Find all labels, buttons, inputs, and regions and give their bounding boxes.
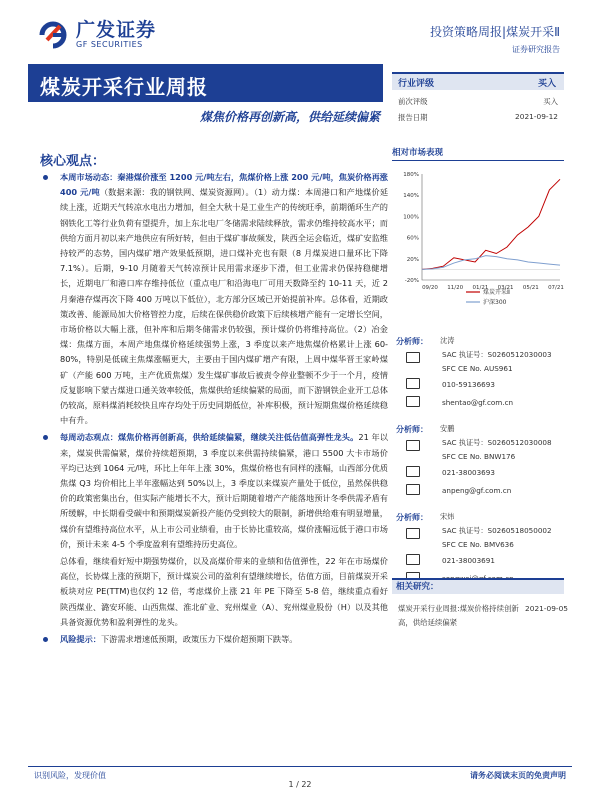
analyst-name: 宋炜 — [440, 512, 455, 521]
market-performance-title: 相对市场表现 — [392, 146, 564, 161]
paragraph-lead: 每周动态观点：煤焦价格再创新高，供给延续偏紧，继续关注低估值高弹性龙头。 — [60, 432, 359, 443]
phone-icon — [406, 554, 420, 565]
y-tick-label: 180% — [403, 172, 419, 178]
legend-label: 煤炭开采Ⅱ — [483, 289, 510, 296]
id-card-icon — [406, 440, 420, 451]
paragraph-text: 下游需求增速低预期，政策压力下煤价超预期下跌等。 — [100, 634, 298, 645]
analyst-phone: 010-59136693 — [442, 380, 495, 389]
logo-text-en: GF SECURITIES — [76, 40, 143, 49]
footer-divider — [28, 766, 572, 767]
analyst-name: 安鹏 — [440, 424, 455, 433]
analyst-label: 分析师： — [396, 425, 428, 434]
email-icon — [406, 484, 420, 495]
bullet-icon — [43, 175, 48, 180]
phone-icon — [406, 466, 420, 477]
report-date-label: 报告日期 — [398, 113, 428, 122]
report-date-row — [398, 112, 564, 123]
chart-axes — [422, 174, 560, 280]
x-tick-label: 03/21 — [497, 285, 514, 291]
x-tick-label: 07/21 — [548, 285, 564, 291]
core-views-heading: 核心观点： — [40, 154, 106, 169]
x-tick-label: 05/21 — [522, 285, 539, 291]
analyst-label: 分析师： — [396, 337, 428, 346]
legend-label: 沪深300 — [483, 299, 507, 306]
analyst-sac: SAC 执证号：S0260518050002 — [442, 526, 552, 535]
paragraph-text: （数据来源：我的钢铁网、煤炭资源网）。（1）动力煤：本周港口和产地煤价延续上涨，近期天气转凉水电出力增加，但全大秋十是工业生产的传统旺季，前期循环生产的钢铁化工等行业负荷有望提升，加上东北电厂冬储需求陆续释放，需求仍维持较高水平；而供给方面月初以来产地供应有所好转，但由于煤矿事故频发，陕西全运会临近，煤矿安监维持较严的态势，国内煤矿增产效果低预期，进口煤补充也有限（8 月煤炭进口量环比下降 7.1%）。后期，9-10 月随着天气转凉预计民用需求逐步下滑，但工业需求仍保持稳健增长，近期电厂和港口库存维持低位（重点电厂和沿海电厂可用天数降至约 10-11 天，近 2 月秦港存煤再次下降 400 万吨以下低位），北方部分区域已开始提前补库。总体看，近期政策改善、能源局加大价格管控力度，后续在保供稳价政策下后续核增产能有一定增长空间，市场价格以大幅上涨，但补库和后期冬储需求仍较强，预计煤价仍将维持高位。（2）冶金煤：焦煤方面，本周产地焦煤价格延续强势上涨，3 季度以来产地焦煤价格累计上涨 60-80%，特别是低硫主焦煤涨幅更大，主要由于国内煤矿增产有限，上周中煤华晋王家岭煤矿（产能 600 万吨，主产优质焦煤）发生煤矿事故后被责令停业整顿不少于一个月，疫情反复影响下蒙古煤进口通关效率较低，焦煤供给延续偏紧的局面，而下游钢铁企业开工总体仍较高，原料煤消耗较快且库存均处于历史同期低位，补库积极，预计短期焦煤价格延续稳中有升。 — [60, 187, 389, 426]
x-tick-label: 11/20 — [447, 285, 464, 291]
logo — [38, 20, 156, 50]
rating-box — [392, 72, 564, 90]
id-card-icon — [406, 528, 420, 539]
related-research-title: 相关研究： — [392, 578, 564, 594]
page-number: 1 / 22 — [288, 780, 312, 789]
y-tick-label: 20% — [406, 256, 419, 263]
report-date-value: 2021-09-12 — [515, 112, 558, 121]
rating-value: 买入 — [537, 79, 556, 89]
bullet-icon — [43, 435, 48, 440]
relative-performance-chart — [396, 168, 566, 323]
paragraph-text: 21 年以来，煤炭供需偏紧，煤价持续超预期，3 季度以来供需持续偏紧，港口 5500 大卡市场价平均已达到 1064 元/吨，环比上年年上涨 30%，焦煤价格也有同样的涨幅，山西部分优质焦煤 Q3 均价相比上半年涨幅达到 50%以上，3 季度以来煤炭产量处于低位，虽然保供稳价的政策密集出台，但实际产能增长不大，预计后期随着增产产能落地预计冬季供需矛盾有所缓解，中长期看受碳中和预期煤炭新投产能仍受到较大的限制，新增供给难有明显增量，煤价有望维持高位水平，从上市公司业绩看，由于长协比重较高，煤价涨幅远低于港口市场价，预计未来 4-5 个季度盈利有望维持历史高位。 — [60, 432, 388, 549]
analyst-email[interactable]: shentao@gf.com.cn — [442, 398, 514, 407]
paragraph-lead: 风险提示： — [60, 634, 101, 645]
y-tick-label: -20% — [404, 278, 419, 284]
body-column — [34, 170, 388, 647]
report-type: 投资策略周报|煤炭开采Ⅱ — [430, 25, 560, 39]
analyst-label: 分析师： — [396, 513, 428, 522]
bullet-icon — [43, 637, 48, 642]
prev-rating-label: 前次评级 — [398, 97, 428, 106]
paragraph-risk — [34, 632, 388, 647]
gf-logo-icon — [38, 20, 72, 50]
analyst-sfc: SFC CE No. BNW176 — [442, 452, 516, 461]
related-research-item[interactable] — [398, 602, 568, 630]
footer-disclaimer: 请务必阅读末页的免责声明 — [470, 771, 566, 780]
analyst-phone: 021-38003691 — [442, 556, 495, 565]
report-sub: 证券研究报告 — [512, 45, 560, 54]
footer-slogan: 识别风险，发现价值 — [34, 771, 106, 780]
paragraph-summary — [34, 554, 388, 630]
report-header — [0, 0, 600, 62]
analyst-sfc: SFC CE No. BMV636 — [442, 540, 514, 549]
y-tick-label: 140% — [403, 193, 419, 200]
analyst-phone: 021-38003693 — [442, 468, 495, 477]
phone-icon — [406, 378, 420, 389]
related-research-date: 2021-09-05 — [525, 604, 568, 613]
paragraph-lead: 本周市场动态：秦港煤价涨至 1200 元/吨左右，焦煤价格上涨 200 元/吨，焦炭价格再涨 400 元/吨 — [60, 172, 388, 198]
analyst-sac: SAC 执证号：S0260512030003 — [442, 350, 552, 359]
paragraph-weekly-view — [34, 430, 388, 552]
email-icon — [406, 396, 420, 407]
x-tick-label: 01/21 — [472, 285, 489, 291]
series-line-1 — [422, 256, 560, 270]
analyst-email[interactable]: anpeng@gf.com.cn — [442, 486, 512, 495]
paragraph-text: 总体看，继续看好短中期强势煤价，以及高煤价带来的业绩和估值弹性，22 年在市场煤价高位，长协煤上涨的预期下，预计煤炭公司的盈利有望继续增长，估值方面，目前煤炭开采板块对应 PE(TTM)也仅约 12 倍，考虑煤价上涨 21 年 PE 下降至 5-8 倍，继续重点看好陕西煤业、潞安环能、山西焦煤、淮北矿业、兖州煤业（A）、兖州煤业股份（H）以及其他具备资源优势和盈利弹性的龙头。 — [60, 556, 388, 627]
title-band — [28, 64, 383, 102]
page-title: 煤炭开采行业周报 — [40, 75, 208, 99]
analyst-sfc: SFC CE No. AUS961 — [442, 364, 513, 373]
y-tick-label: 60% — [406, 235, 419, 242]
analyst-name: 沈涛 — [440, 336, 455, 345]
prev-rating-value: 买入 — [543, 97, 558, 106]
y-tick-label: 100% — [403, 214, 419, 221]
x-tick-label: 09/20 — [422, 285, 438, 291]
id-card-icon — [406, 352, 420, 363]
related-research-text[interactable]: 煤炭开采行业周报:煤炭价格持续创新高，供给延续偏紧 — [398, 604, 519, 627]
rating-label: 行业评级 — [398, 79, 435, 89]
paragraph-market — [34, 170, 388, 428]
analyst-sac: SAC 执证号：S0260512030008 — [442, 438, 552, 447]
prev-rating-row — [398, 96, 564, 107]
logo-text-cn: 广发证券 — [76, 19, 157, 41]
page-subtitle: 煤焦价格再创新高，供给延续偏紧 — [199, 110, 380, 124]
